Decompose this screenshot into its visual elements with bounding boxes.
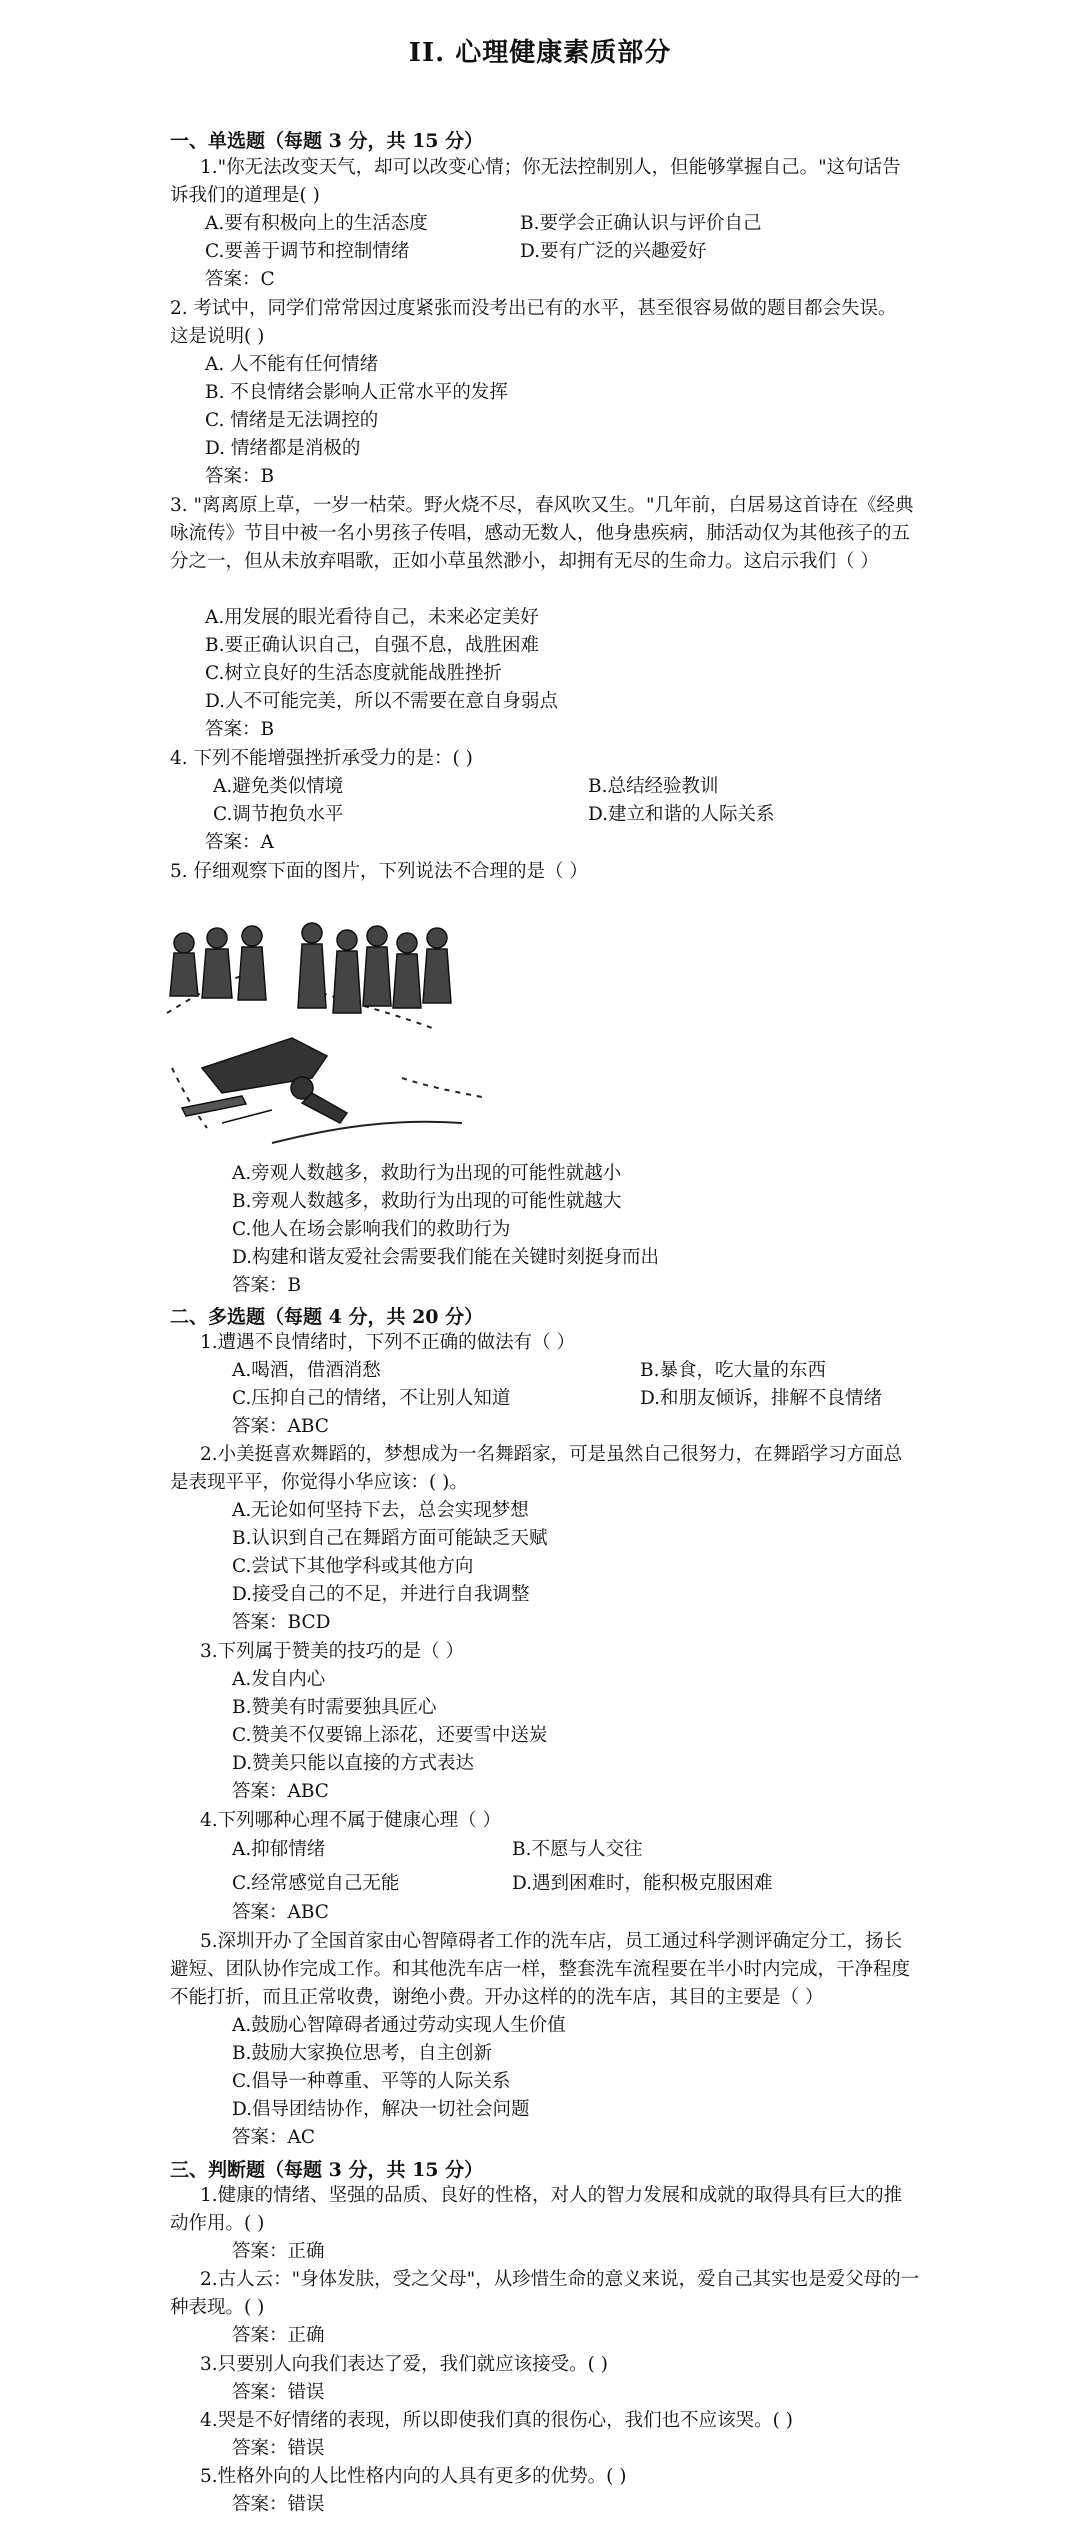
option-c: C. 情绪是无法调控的 [205, 410, 379, 431]
option-d: D.人不可能完美，所以不需要在意自身弱点 [205, 691, 559, 712]
answer-text: 答案：A [205, 832, 274, 853]
option-c: C.压抑自己的情绪，不让别人知道 [232, 1388, 511, 1409]
section-heading-multiple-choice: 二、多选题（每题 4 分，共 20 分） [170, 1306, 484, 1328]
answer-text: 答案：B [232, 1275, 302, 1296]
question-text: 4.哭是不好情绪的表现，所以即使我们真的很伤心，我们也不应该哭。( ) [200, 2410, 793, 2431]
question-text: 2. 考试中，同学们常常因过度紧张而没考出已有的水平，甚至很容易做的题目都会失误。 [170, 298, 897, 319]
question-text: 种表现。( ) [170, 2297, 265, 2318]
question-text: 2.小美挺喜欢舞蹈的，梦想成为一名舞蹈家，可是虽然自己很努力，在舞蹈学习方面总 [200, 1444, 903, 1465]
option-c: C.他人在场会影响我们的救助行为 [232, 1219, 511, 1240]
option-b: B.要正确认识自己，自强不息，战胜困难 [205, 635, 539, 656]
option-a: A.无论如何坚持下去，总会实现梦想 [232, 1500, 529, 1521]
answer-text: 答案：错误 [232, 2494, 325, 2515]
question-text: 这是说明( ) [170, 326, 265, 347]
question-text: 5. 仔细观察下面的图片，下列说法不合理的是（ ） [170, 861, 588, 882]
option-d: D. 情绪都是消极的 [205, 438, 361, 459]
option-a: A.抑郁情绪 [232, 1839, 326, 1860]
option-a: A.鼓励心智障碍者通过劳动实现人生价值 [232, 2015, 566, 2036]
page-title: II. 心理健康素质部分 [408, 38, 672, 68]
option-d: D.建立和谐的人际关系 [588, 804, 775, 825]
option-c: C.尝试下其他学科或其他方向 [232, 1556, 474, 1577]
option-b: B.要学会正确认识与评价自己 [520, 213, 762, 234]
option-a: A. 人不能有任何情绪 [205, 354, 379, 375]
question-text: 不能打折，而且正常收费，谢绝小费。开办这样的的洗车店，其目的主要是（ ） [170, 1987, 824, 2008]
question-text: 动作用。( ) [170, 2213, 265, 2234]
option-a: A.喝酒，借酒消愁 [232, 1360, 381, 1381]
option-a: A.避免类似情境 [213, 776, 344, 797]
answer-text: 答案：ABC [232, 1416, 329, 1437]
question-text: 5.性格外向的人比性格内向的人具有更多的优势。( ) [200, 2466, 627, 2487]
question-text: 是表现平平，你觉得小华应该：( )。 [170, 1472, 468, 1493]
option-a: A.发自内心 [232, 1669, 326, 1690]
answer-text: 答案：正确 [232, 2241, 325, 2262]
answer-text: 答案：C [205, 269, 275, 290]
option-d: D.倡导团结协作，解决一切社会问题 [232, 2099, 530, 2120]
option-b: B.暴食，吃大量的东西 [640, 1360, 826, 1381]
option-c: C.倡导一种尊重、平等的人际关系 [232, 2071, 511, 2092]
option-c: C.树立良好的生活态度就能战胜挫折 [205, 663, 502, 684]
question-text: 1."你无法改变天气，却可以改变心情；你无法控制别人，但能够掌握自己。"这句话告 [200, 157, 901, 178]
bystander-illustration [162, 918, 492, 1146]
question-text: 2.古人云："身体发肤，受之父母"，从珍惜生命的意义来说，爱自己其实也是爱父母的一 [200, 2269, 920, 2290]
question-text: 4.下列哪种心理不属于健康心理（ ） [200, 1810, 502, 1831]
option-b: B.总结经验教训 [588, 776, 719, 797]
option-b: B.旁观人数越多，救助行为出现的可能性就越大 [232, 1191, 622, 1212]
answer-text: 答案：错误 [232, 2438, 325, 2459]
question-text: 4. 下列不能增强挫折承受力的是：( ) [170, 748, 473, 769]
option-d: D.构建和谐友爱社会需要我们能在关键时刻挺身而出 [232, 1247, 660, 1268]
section-heading-true-false: 三、判断题（每题 3 分，共 15 分） [170, 2159, 484, 2181]
section-heading-single-choice: 一、单选题（每题 3 分，共 15 分） [170, 130, 484, 152]
option-a: A.用发展的眼光看待自己，未来必定美好 [205, 607, 539, 628]
question-text: 3.下列属于赞美的技巧的是（ ） [200, 1641, 465, 1662]
option-d: D.接受自己的不足，并进行自我调整 [232, 1584, 530, 1605]
question-text: 1.健康的情绪、坚强的品质、良好的性格，对人的智力发展和成就的取得具有巨大的推 [200, 2185, 903, 2206]
answer-text: 答案：B [205, 719, 275, 740]
option-d: D.遇到困难时，能积极克服困难 [512, 1873, 773, 1894]
option-b: B.鼓励大家换位思考，自主创新 [232, 2043, 492, 2064]
question-text: 5.深圳开办了全国首家由心智障碍者工作的洗车店，员工通过科学测评确定分工，扬长 [200, 1931, 903, 1952]
question-text: 3. "离离原上草，一岁一枯荣。野火烧不尽，春风吹又生。"几年前，白居易这首诗在《经典 [170, 495, 914, 516]
question-text: 分之一，但从未放弃唱歌，正如小草虽然渺小，却拥有无尽的生命力。这启示我们（ ） [170, 551, 879, 572]
answer-text: 答案：B [205, 466, 275, 487]
option-c: C.赞美不仅要锦上添花，还要雪中送炭 [232, 1725, 548, 1746]
question-text: 诉我们的道理是( ) [170, 185, 320, 206]
answer-text: 答案：BCD [232, 1612, 331, 1633]
option-a: A.要有积极向上的生活态度 [205, 213, 428, 234]
option-c: C.经常感觉自己无能 [232, 1873, 400, 1894]
option-b: B.赞美有时需要独具匠心 [232, 1697, 437, 1718]
option-c: C.调节抱负水平 [213, 804, 344, 825]
answer-text: 答案：ABC [232, 1902, 329, 1923]
question-text: 3.只要别人向我们表达了爱，我们就应该接受。( ) [200, 2354, 608, 2375]
answer-text: 答案：ABC [232, 1781, 329, 1802]
answer-text: 答案：错误 [232, 2382, 325, 2403]
option-c: C.要善于调节和控制情绪 [205, 241, 410, 262]
answer-text: 答案：正确 [232, 2325, 325, 2346]
question-text: 1.遭遇不良情绪时，下列不正确的做法有（ ） [200, 1332, 576, 1353]
option-b: B.不愿与人交往 [512, 1839, 643, 1860]
option-d: D.赞美只能以直接的方式表达 [232, 1753, 475, 1774]
option-d: D.和朋友倾诉，排解不良情绪 [640, 1388, 883, 1409]
answer-text: 答案：AC [232, 2127, 316, 2148]
question-text: 避短、团队协作完成工作。和其他洗车店一样，整套洗车流程要在半小时内完成，干净程度 [170, 1959, 911, 1980]
option-b: B. 不良情绪会影响人正常水平的发挥 [205, 382, 508, 403]
option-d: D.要有广泛的兴趣爱好 [520, 241, 707, 262]
question-text: 咏流传》节目中被一名小男孩子传唱，感动无数人，他身患疾病，肺活动仅为其他孩子的五 [170, 523, 911, 544]
option-b: B.认识到自己在舞蹈方面可能缺乏天赋 [232, 1528, 548, 1549]
option-a: A.旁观人数越多，救助行为出现的可能性就越小 [232, 1163, 622, 1184]
